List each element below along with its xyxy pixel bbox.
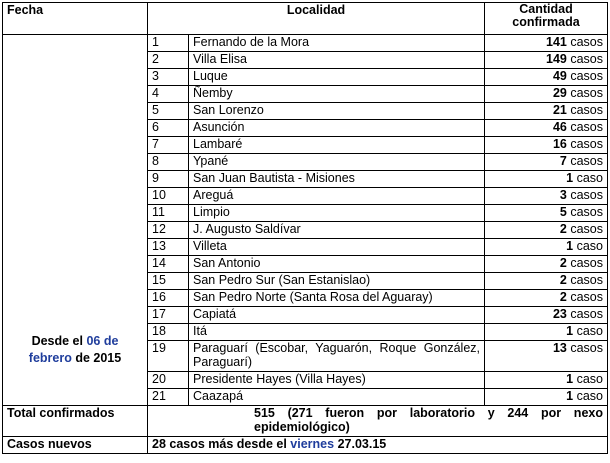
row-cantidad-value: 3 (559, 188, 567, 202)
row-number: 8 (148, 154, 189, 171)
row-cantidad-value: 1 (566, 324, 574, 338)
row-number: 11 (148, 205, 189, 222)
row-number: 16 (148, 290, 189, 307)
nuevos-date: 27.03.15 (337, 437, 387, 451)
row-cantidad-unit: casos (570, 290, 603, 304)
row-localidad: San Juan Bautista - Misiones (189, 171, 485, 188)
cases-table (2, 2, 608, 454)
row-cantidad-unit: casos (570, 222, 603, 236)
row-localidad: Luque (189, 69, 485, 86)
fecha-day: 06 de (86, 334, 119, 348)
row-cantidad-value: 141 (546, 35, 567, 49)
row-number: 15 (148, 273, 189, 290)
row-cantidad (485, 103, 608, 120)
row-cantidad-unit: casos (570, 137, 603, 151)
row-cantidad-unit: caso (576, 239, 603, 253)
row-localidad: Asunción (189, 120, 485, 137)
row-number: 12 (148, 222, 189, 239)
row-cantidad-unit: caso (576, 324, 603, 338)
row-localidad: Ñemby (189, 86, 485, 103)
fecha-suffix: de 2015 (75, 351, 122, 365)
nuevos-prefix: 28 casos más desde el (152, 437, 287, 451)
row-number: 3 (148, 69, 189, 86)
row-localidad: Paraguarí (Escobar, Yaguarón, Roque González, Paraguarí) (189, 341, 485, 372)
row-localidad: San Lorenzo (189, 103, 485, 120)
row-number: 1 (148, 35, 189, 52)
row-localidad: San Antonio (189, 256, 485, 273)
row-cantidad-value: 21 (552, 103, 567, 117)
header-cantidad: Cantidad confirmada (485, 3, 608, 35)
row-cantidad-value: 49 (552, 69, 567, 83)
fecha-cell (3, 35, 148, 406)
row-cantidad-unit: casos (570, 120, 603, 134)
table-row (3, 35, 608, 52)
total-text: 515 (271 fueron por laboratorio y 244 por nexo epidemiológico) (148, 406, 608, 437)
row-cantidad-value: 1 (566, 171, 574, 185)
row-cantidad (485, 171, 608, 188)
row-cantidad (485, 69, 608, 86)
row-number: 6 (148, 120, 189, 137)
row-cantidad-value: 1 (566, 389, 574, 403)
row-cantidad (485, 389, 608, 406)
row-number: 9 (148, 171, 189, 188)
row-cantidad-unit: casos (570, 86, 603, 100)
row-cantidad (485, 273, 608, 290)
row-cantidad-unit: caso (576, 372, 603, 386)
row-cantidad-value: 2 (559, 256, 567, 270)
row-number: 13 (148, 239, 189, 256)
row-cantidad (485, 188, 608, 205)
row-number: 17 (148, 307, 189, 324)
row-number: 21 (148, 389, 189, 406)
row-number: 5 (148, 103, 189, 120)
row-number: 20 (148, 372, 189, 389)
row-cantidad-unit: casos (570, 273, 603, 287)
total-row (3, 406, 608, 437)
header-row (3, 3, 608, 35)
row-cantidad-unit: caso (576, 171, 603, 185)
row-cantidad-unit: casos (570, 341, 603, 355)
header-fecha: Fecha (3, 3, 148, 35)
row-cantidad-value: 149 (546, 52, 567, 66)
row-cantidad (485, 137, 608, 154)
row-cantidad-value: 16 (552, 137, 567, 151)
row-cantidad (485, 154, 608, 171)
fecha-month: febrero (28, 351, 72, 365)
row-cantidad-unit: casos (570, 69, 603, 83)
row-localidad: J. Augusto Saldívar (189, 222, 485, 239)
row-cantidad-value: 29 (552, 86, 567, 100)
row-cantidad-unit: casos (570, 188, 603, 202)
row-number: 14 (148, 256, 189, 273)
row-cantidad (485, 239, 608, 256)
row-number: 4 (148, 86, 189, 103)
row-number: 19 (148, 341, 189, 372)
row-cantidad-value: 13 (552, 341, 567, 355)
row-cantidad-value: 23 (552, 307, 567, 321)
row-cantidad-value: 1 (566, 372, 574, 386)
row-cantidad (485, 341, 608, 372)
row-localidad: Ypané (189, 154, 485, 171)
nuevos-label: Casos nuevos (3, 437, 148, 454)
row-localidad: San Pedro Norte (Santa Rosa del Aguaray) (189, 290, 485, 307)
row-cantidad (485, 205, 608, 222)
row-cantidad-value: 1 (566, 239, 574, 253)
row-cantidad (485, 256, 608, 273)
row-cantidad (485, 372, 608, 389)
row-localidad: Areguá (189, 188, 485, 205)
row-number: 2 (148, 52, 189, 69)
row-cantidad-value: 7 (559, 154, 567, 168)
row-cantidad-unit: caso (576, 389, 603, 403)
row-cantidad-unit: casos (570, 307, 603, 321)
row-cantidad-value: 46 (552, 120, 567, 134)
rows-body (3, 35, 608, 406)
row-localidad: Capiatá (189, 307, 485, 324)
row-cantidad-unit: casos (570, 256, 603, 270)
row-localidad: Limpio (189, 205, 485, 222)
row-cantidad (485, 35, 608, 52)
row-cantidad-value: 2 (559, 273, 567, 287)
row-cantidad (485, 222, 608, 239)
nuevos-row (3, 437, 608, 454)
row-cantidad (485, 86, 608, 103)
row-cantidad-value: 2 (559, 290, 567, 304)
row-cantidad (485, 52, 608, 69)
nuevos-text (148, 437, 608, 454)
row-cantidad-unit: casos (570, 35, 603, 49)
row-localidad: San Pedro Sur (San Estanislao) (189, 273, 485, 290)
fecha-prefix: Desde el (31, 334, 83, 348)
row-cantidad-unit: casos (570, 52, 603, 66)
row-localidad: Lambaré (189, 137, 485, 154)
row-cantidad-unit: casos (570, 103, 603, 117)
row-cantidad (485, 307, 608, 324)
row-localidad: Villa Elisa (189, 52, 485, 69)
row-number: 7 (148, 137, 189, 154)
row-number: 10 (148, 188, 189, 205)
row-localidad: Fernando de la Mora (189, 35, 485, 52)
row-cantidad (485, 120, 608, 137)
row-cantidad-unit: casos (570, 154, 603, 168)
row-cantidad (485, 290, 608, 307)
row-localidad: Itá (189, 324, 485, 341)
header-localidad: Localidad (148, 3, 485, 35)
row-cantidad-value: 2 (559, 222, 567, 236)
row-cantidad-unit: casos (570, 205, 603, 219)
row-localidad: Caazapá (189, 389, 485, 406)
row-localidad: Villeta (189, 239, 485, 256)
row-localidad: Presidente Hayes (Villa Hayes) (189, 372, 485, 389)
total-label: Total confirmados (3, 406, 148, 437)
row-cantidad (485, 324, 608, 341)
nuevos-day: viernes (290, 437, 335, 451)
row-number: 18 (148, 324, 189, 341)
row-cantidad-value: 5 (559, 205, 567, 219)
